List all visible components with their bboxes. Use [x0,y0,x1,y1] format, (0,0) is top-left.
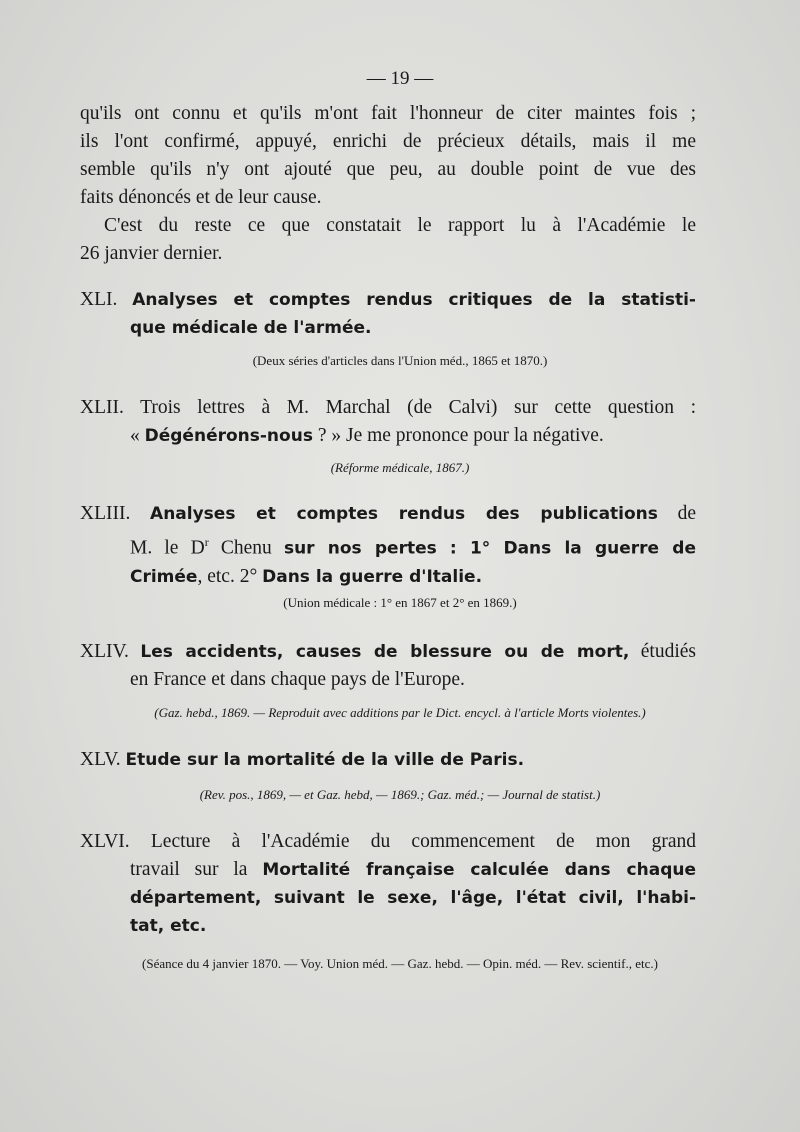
entry-xliv [80,638,696,694]
entry-number: XLV. [80,749,121,770]
entry-xliii [80,500,696,591]
entry-text: étudiés [640,641,697,662]
entry-title: tat, etc. [130,916,207,936]
entry-note: (Rev. pos., 1869, — et Gaz. hebd, — 1869.; Gaz. méd.; — Journal de statist.) [199,787,601,802]
entry-note: (Séance du 4 janvier 1870. — Voy. Union méd. — Gaz. hebd. — Opin. méd. — Rev. scientif., etc.) [142,956,658,971]
entry-title: sur nos pertes : 1° Dans la guerre de [283,538,696,559]
entry-number: XLIV. [80,641,129,662]
entry-title: Dégénérons-nous [144,426,313,446]
entry-note: (Gaz. hebd., 1869. — Reproduit avec additions par le Dict. encycl. à l'article Morts violentes.) [154,705,646,720]
text-line: ils l'ont confirmé, appuyé, enrichi de précieux détails, mais il me [80,131,696,152]
entry-text: travail sur la [130,859,263,880]
entry-title: département, suivant le sexe, l'âge, l'état civil, l'habi- [130,888,696,908]
entry-note: (Réforme médicale, 1867.) [330,460,470,475]
entry-text: M. le D [130,537,205,559]
entry-text: Chenu [208,537,284,559]
quote-open: « [130,425,145,446]
entry-text: Trois lettres à M. Marchal (de Calvi) sur cette question : [140,397,696,418]
text-line: C'est du reste ce que constatait le rapport lu à l'Académie le [104,215,696,236]
entry-xlii [80,394,696,450]
page-number: — 19 — [366,68,434,89]
entry-number: XLII. [80,397,124,418]
intro-paragraph [80,100,696,212]
entry-note: (Union médicale : 1° en 1867 et 2° en 1869.) [283,595,517,610]
text-line: 26 janvier dernier. [80,243,223,264]
text-line: faits dénoncés et de leur cause. [80,187,322,208]
entry-title: Mortalité française calculée dans chaque [262,860,696,880]
entry-number: XLI. [80,289,118,310]
entry-text: ? » Je me prononce pour la négative. [312,425,604,446]
entry-title: Les accidents, causes de blessure ou de mort, [140,642,630,662]
entry-title: Analyses et comptes rendus critiques de la statisti- [132,290,696,310]
entry-title-continued: que médicale de l'armée. [130,318,372,338]
entry-title: Analyses et comptes rendus des publications [150,504,658,524]
entry-note: (Deux séries d'articles dans l'Union méd., 1865 et 1870.) [252,353,548,368]
entry-xlvi [80,828,696,940]
entry-xlv [80,746,696,774]
entry-number: XLVI. [80,831,130,852]
entry-title: Dans la guerre d'Italie. [262,566,483,587]
entry-text: de [677,503,696,524]
entry-title: Crimée [130,566,198,587]
second-paragraph [80,212,696,268]
entry-number: XLIII. [80,503,131,524]
text-line: qu'ils ont connu et qu'ils m'ont fait l'honneur de citer maintes fois ; [80,103,696,124]
superscript: r [204,535,209,549]
entry-text: en France et dans chaque pays de l'Europe. [130,669,465,690]
entry-text: , etc. 2° [197,565,263,587]
entry-xli [80,286,696,342]
text-line: semble qu'ils n'y ont ajouté que peu, au double point de vue des [80,159,696,180]
entry-title: Etude sur la mortalité de la ville de Paris. [125,750,525,770]
entry-text: Lecture à l'Académie du commencement de mon grand [150,831,696,852]
